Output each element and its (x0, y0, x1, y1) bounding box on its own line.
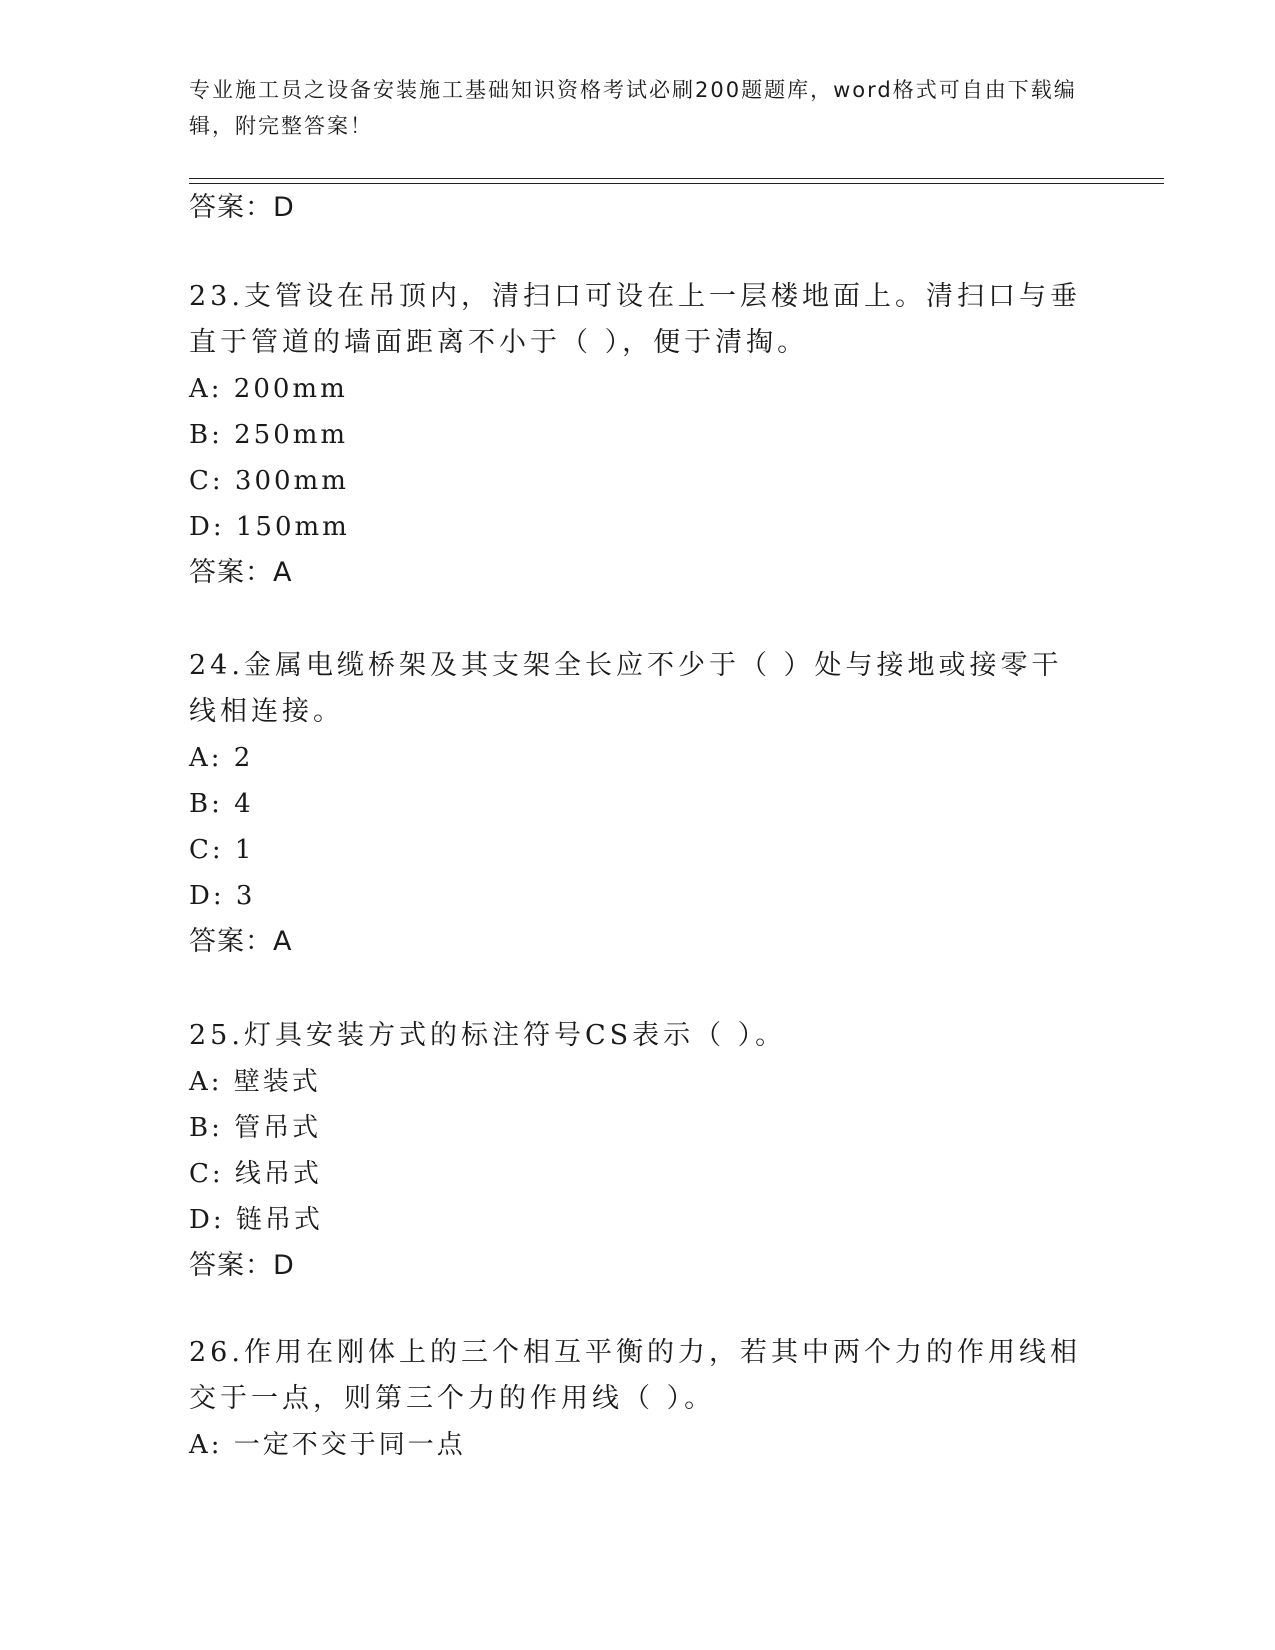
option-c: C: 线吊式 (189, 1159, 322, 1189)
option-a: A: 壁装式 (189, 1067, 321, 1097)
option-d: D: 150mm (189, 512, 350, 542)
answer-previous: 答案：D (189, 192, 295, 223)
answer-label: 答案：A (189, 557, 293, 588)
option-b: B: 管吊式 (189, 1113, 322, 1143)
question-24 (189, 643, 1089, 965)
option-a: A: 2 (189, 743, 254, 773)
question-26 (189, 1330, 1089, 1468)
question-text: 24.金属电缆桥架及其支架全长应不少于（ ）处与接地或接零干线相连接。 (189, 650, 1063, 727)
option-c: C: 300mm (189, 466, 349, 496)
document-header: 专业施工员之设备安装施工基础知识资格考试必刷200题题库，word格式可自由下载编辑，附完整答案！ (189, 78, 1077, 138)
question-text: 25.灯具安装方式的标注符号CS表示（ ）。 (189, 1020, 787, 1051)
option-a: A: 200mm (189, 374, 348, 404)
answer-label: 答案：D (189, 1250, 295, 1281)
header-divider-bottom (189, 183, 1164, 184)
question-25 (189, 1013, 1089, 1289)
question-text: 23.支管设在吊顶内，清扫口可设在上一层楼地面上。清扫口与垂直于管道的墙面距离不小于（ ），便于清掏。 (189, 281, 1081, 358)
question-23 (189, 274, 1089, 596)
header-divider-top (189, 178, 1164, 179)
option-b: B: 250mm (189, 420, 349, 450)
option-d: D: 3 (189, 881, 256, 911)
option-b: B: 4 (189, 789, 254, 819)
question-text: 26.作用在刚体上的三个相互平衡的力，若其中两个力的作用线相交于一点，则第三个力的作用线（ ）。 (189, 1337, 1081, 1414)
option-c: C: 1 (189, 835, 255, 865)
answer-label: 答案：A (189, 926, 293, 957)
option-d: D: 链吊式 (189, 1205, 323, 1235)
option-a: A: 一定不交于同一点 (189, 1430, 466, 1460)
